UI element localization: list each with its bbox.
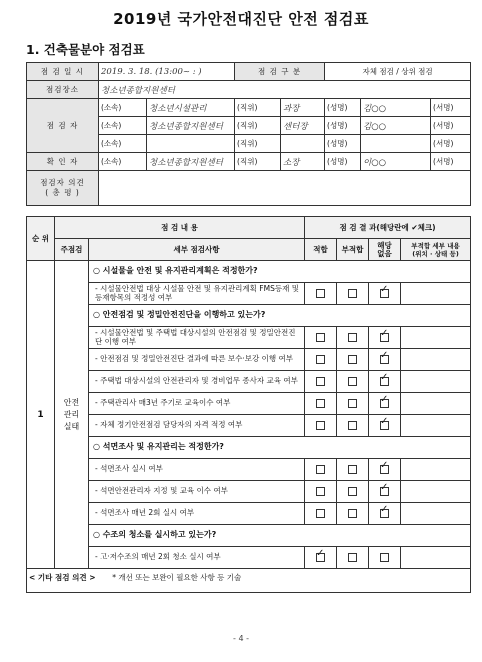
table-row bbox=[27, 415, 471, 437]
checkbox-ok[interactable] bbox=[316, 553, 325, 562]
place-label: 점검장소 bbox=[27, 81, 99, 99]
col-no-header: 순 위 bbox=[27, 217, 55, 261]
section-row bbox=[27, 437, 471, 459]
note-cell[interactable] bbox=[401, 459, 471, 481]
result-cell-ng bbox=[337, 327, 369, 349]
result-cell-ok bbox=[305, 371, 337, 393]
result-cell-ng bbox=[337, 349, 369, 371]
checkbox-na[interactable] bbox=[380, 509, 389, 518]
result-cell-ng bbox=[337, 503, 369, 525]
note-cell[interactable] bbox=[401, 393, 471, 415]
result-cell-ok bbox=[305, 503, 337, 525]
result-cell-na bbox=[369, 327, 401, 349]
date-label: 점 검 일 시 bbox=[27, 63, 99, 81]
result-cell-ng bbox=[337, 415, 369, 437]
checkbox-na[interactable] bbox=[380, 399, 389, 408]
sign-label-1: (서명) bbox=[431, 99, 471, 117]
section-row bbox=[27, 261, 471, 283]
check-item-text: - 석면조사 매년 2회 실시 여부 bbox=[89, 503, 305, 525]
checkbox-na[interactable] bbox=[380, 333, 389, 342]
result-cell-ok bbox=[305, 283, 337, 305]
check-item-text: - 자체 정기안전점검 담당자의 자격 적정 여부 bbox=[89, 415, 305, 437]
confirmer-position[interactable]: 소장 bbox=[281, 153, 325, 171]
checkbox-ok[interactable] bbox=[316, 399, 325, 408]
checkbox-na[interactable] bbox=[380, 289, 389, 298]
result-cell-ok bbox=[305, 547, 337, 569]
checklist-rows bbox=[27, 261, 471, 569]
checkbox-ok[interactable] bbox=[316, 289, 325, 298]
check-item-text: - 주택관리사 매3년 주기로 교육이수 여부 bbox=[89, 393, 305, 415]
date-value[interactable]: 2019. 3. 18. (13:00~ : ) bbox=[99, 63, 235, 81]
check-item-text: - 주택법 대상시설의 안전관리자 및 경비업무 종사자 교육 여부 bbox=[89, 371, 305, 393]
confirmer-name[interactable]: 이○○ bbox=[361, 153, 431, 171]
checkbox-ok[interactable] bbox=[316, 465, 325, 474]
result-cell-ng bbox=[337, 283, 369, 305]
result-cell-na bbox=[369, 393, 401, 415]
note-cell[interactable] bbox=[401, 481, 471, 503]
confirm-label: 확 인 자 bbox=[27, 153, 99, 171]
checkbox-ng[interactable] bbox=[348, 465, 357, 474]
checkbox-ok[interactable] bbox=[316, 421, 325, 430]
row-number: 1 bbox=[27, 261, 55, 569]
checkbox-ng[interactable] bbox=[348, 553, 357, 562]
document-title: 2019년 국가안전대진단 안전 점검표 bbox=[113, 10, 369, 28]
name-label-c: (성명) bbox=[325, 153, 361, 171]
pos-label-3: (직위) bbox=[235, 135, 281, 153]
other-opinion-label: < 기타 점검 의견 > bbox=[29, 573, 96, 582]
result-cell-ng bbox=[337, 547, 369, 569]
inspector-2-position[interactable]: 센터장 bbox=[281, 117, 325, 135]
note-cell[interactable] bbox=[401, 349, 471, 371]
checklist-table bbox=[26, 216, 471, 593]
checkbox-ng[interactable] bbox=[348, 399, 357, 408]
checkbox-ok[interactable] bbox=[316, 355, 325, 364]
checkbox-na[interactable] bbox=[380, 465, 389, 474]
result-cell-ng bbox=[337, 481, 369, 503]
place-value[interactable]: 청소년종합지원센터 bbox=[99, 81, 471, 99]
result-cell-ok bbox=[305, 327, 337, 349]
note-cell[interactable] bbox=[401, 327, 471, 349]
check-item-text: - 시설물안전법 대상 시설물 안전 및 유지관리계획 FMS등재 및 등재항목의 적정성 여부 bbox=[89, 283, 305, 305]
focus-category: 안전 관리 실태 bbox=[55, 261, 89, 569]
result-cell-ng bbox=[337, 393, 369, 415]
table-row bbox=[27, 547, 471, 569]
note-cell[interactable] bbox=[401, 283, 471, 305]
col-ng-header: 부적합 bbox=[337, 239, 369, 261]
result-cell-ng bbox=[337, 459, 369, 481]
opinion-field[interactable] bbox=[99, 171, 471, 206]
section-question: ○ 석면조사 및 유지관리는 적정한가? bbox=[89, 437, 471, 459]
aff-label-3: (소속) bbox=[99, 135, 147, 153]
confirmer-affiliation[interactable]: 청소년종합지원센터 bbox=[147, 153, 235, 171]
result-cell-ok bbox=[305, 415, 337, 437]
aff-label-c: (소속) bbox=[99, 153, 147, 171]
checkbox-na[interactable] bbox=[380, 487, 389, 496]
result-cell-na bbox=[369, 349, 401, 371]
col-na-header: 해당 없음 bbox=[369, 239, 401, 261]
pos-label-1: (직위) bbox=[235, 99, 281, 117]
result-cell-ng bbox=[337, 371, 369, 393]
inspector-3-position[interactable] bbox=[281, 135, 325, 153]
inspector-1-affiliation[interactable]: 청소년시설관리 bbox=[147, 99, 235, 117]
checkbox-ok[interactable] bbox=[316, 333, 325, 342]
check-item-text: - 시설물안전법 및 주택법 대상시설의 안전점검 및 정밀안전진단 이행 여부 bbox=[89, 327, 305, 349]
table-row bbox=[27, 393, 471, 415]
sign-label-c: (서명) bbox=[431, 153, 471, 171]
inspector-label: 점 검 자 bbox=[27, 99, 99, 153]
check-item-text: - 석면조사 실시 여부 bbox=[89, 459, 305, 481]
inspection-info-table bbox=[26, 62, 471, 206]
inspector-1-position[interactable]: 과장 bbox=[281, 99, 325, 117]
table-row bbox=[27, 503, 471, 525]
result-cell-ok bbox=[305, 349, 337, 371]
pos-label-c: (직위) bbox=[235, 153, 281, 171]
checkbox-ok[interactable] bbox=[316, 487, 325, 496]
check-item-text: - 고·저수조의 매년 2회 청소 실시 여부 bbox=[89, 547, 305, 569]
checkbox-ok[interactable] bbox=[316, 509, 325, 518]
inspector-3-affiliation[interactable] bbox=[147, 135, 235, 153]
name-label-3: (성명) bbox=[325, 135, 361, 153]
name-label-1: (성명) bbox=[325, 99, 361, 117]
checkbox-na[interactable] bbox=[380, 553, 389, 562]
result-cell-na bbox=[369, 371, 401, 393]
section-row bbox=[27, 305, 471, 327]
col-focus-header: 주점검 bbox=[55, 239, 89, 261]
sign-label-3: (서명) bbox=[431, 135, 471, 153]
section-title: 1. 건축물분야 점검표 bbox=[26, 42, 145, 57]
table-row bbox=[27, 283, 471, 305]
opinion-label: 점검자 의견 ( 총 평 ) bbox=[27, 171, 99, 206]
result-cell-ok bbox=[305, 393, 337, 415]
checkbox-ng[interactable] bbox=[348, 487, 357, 496]
check-item-text: - 안전점검 및 정밀안전진단 결과에 따른 보수·보강 이행 여부 bbox=[89, 349, 305, 371]
inspector-1-name[interactable]: 김○○ bbox=[361, 99, 431, 117]
table-row bbox=[27, 327, 471, 349]
name-label-2: (성명) bbox=[325, 117, 361, 135]
check-item-text: - 석면안전관리자 지정 및 교육 이수 여부 bbox=[89, 481, 305, 503]
col-detail-header: 세부 점검사항 bbox=[89, 239, 305, 261]
inspector-2-affiliation[interactable]: 청소년종합지원센터 bbox=[147, 117, 235, 135]
other-opinion-row[interactable] bbox=[27, 569, 471, 593]
type-label: 점 검 구 분 bbox=[235, 63, 325, 81]
col-content-header: 점 검 내 용 bbox=[55, 217, 305, 239]
section-row bbox=[27, 525, 471, 547]
col-ok-header: 적합 bbox=[305, 239, 337, 261]
result-cell-ok bbox=[305, 481, 337, 503]
section-question: ○ 시설물을 안전 및 유지관리계획은 적정한가? bbox=[89, 261, 471, 283]
result-cell-na bbox=[369, 481, 401, 503]
checkbox-na[interactable] bbox=[380, 377, 389, 386]
inspector-2-name[interactable]: 김○○ bbox=[361, 117, 431, 135]
note-cell[interactable] bbox=[401, 371, 471, 393]
result-cell-na bbox=[369, 415, 401, 437]
section-question: ○ 수조의 청소를 실시하고 있는가? bbox=[89, 525, 471, 547]
aff-label-1: (소속) bbox=[99, 99, 147, 117]
checkbox-ng[interactable] bbox=[348, 421, 357, 430]
table-row bbox=[27, 371, 471, 393]
type-value[interactable]: 자체 점검 / 상위 점검 bbox=[325, 63, 471, 81]
result-cell-na bbox=[369, 459, 401, 481]
result-cell-na bbox=[369, 547, 401, 569]
section-question: ○ 안전점검 및 정밀안전진단을 이행하고 있는가? bbox=[89, 305, 471, 327]
result-cell-na bbox=[369, 503, 401, 525]
col-result-header: 점 검 결 과(해당란에 ✔체크) bbox=[305, 217, 471, 239]
aff-label-2: (소속) bbox=[99, 117, 147, 135]
result-cell-na bbox=[369, 283, 401, 305]
checkbox-ng[interactable] bbox=[348, 333, 357, 342]
page-number: - 4 - bbox=[233, 634, 249, 643]
note-cell[interactable] bbox=[401, 503, 471, 525]
checkbox-ng[interactable] bbox=[348, 377, 357, 386]
checkbox-ng[interactable] bbox=[348, 289, 357, 298]
checkbox-ok[interactable] bbox=[316, 377, 325, 386]
result-cell-ok bbox=[305, 459, 337, 481]
note-cell[interactable] bbox=[401, 547, 471, 569]
inspector-3-name[interactable] bbox=[361, 135, 431, 153]
checkbox-na[interactable] bbox=[380, 355, 389, 364]
other-opinion-note: * 개선 또는 보완이 필요한 사항 등 기술 bbox=[112, 573, 242, 582]
note-cell[interactable] bbox=[401, 415, 471, 437]
checkbox-na[interactable] bbox=[380, 421, 389, 430]
table-row bbox=[27, 349, 471, 371]
checkbox-ng[interactable] bbox=[348, 355, 357, 364]
sign-label-2: (서명) bbox=[431, 117, 471, 135]
table-row bbox=[27, 459, 471, 481]
col-note-header: 부적합 세부 내용 (위치 · 상태 등) bbox=[401, 239, 471, 261]
checkbox-ng[interactable] bbox=[348, 509, 357, 518]
pos-label-2: (직위) bbox=[235, 117, 281, 135]
table-row bbox=[27, 481, 471, 503]
